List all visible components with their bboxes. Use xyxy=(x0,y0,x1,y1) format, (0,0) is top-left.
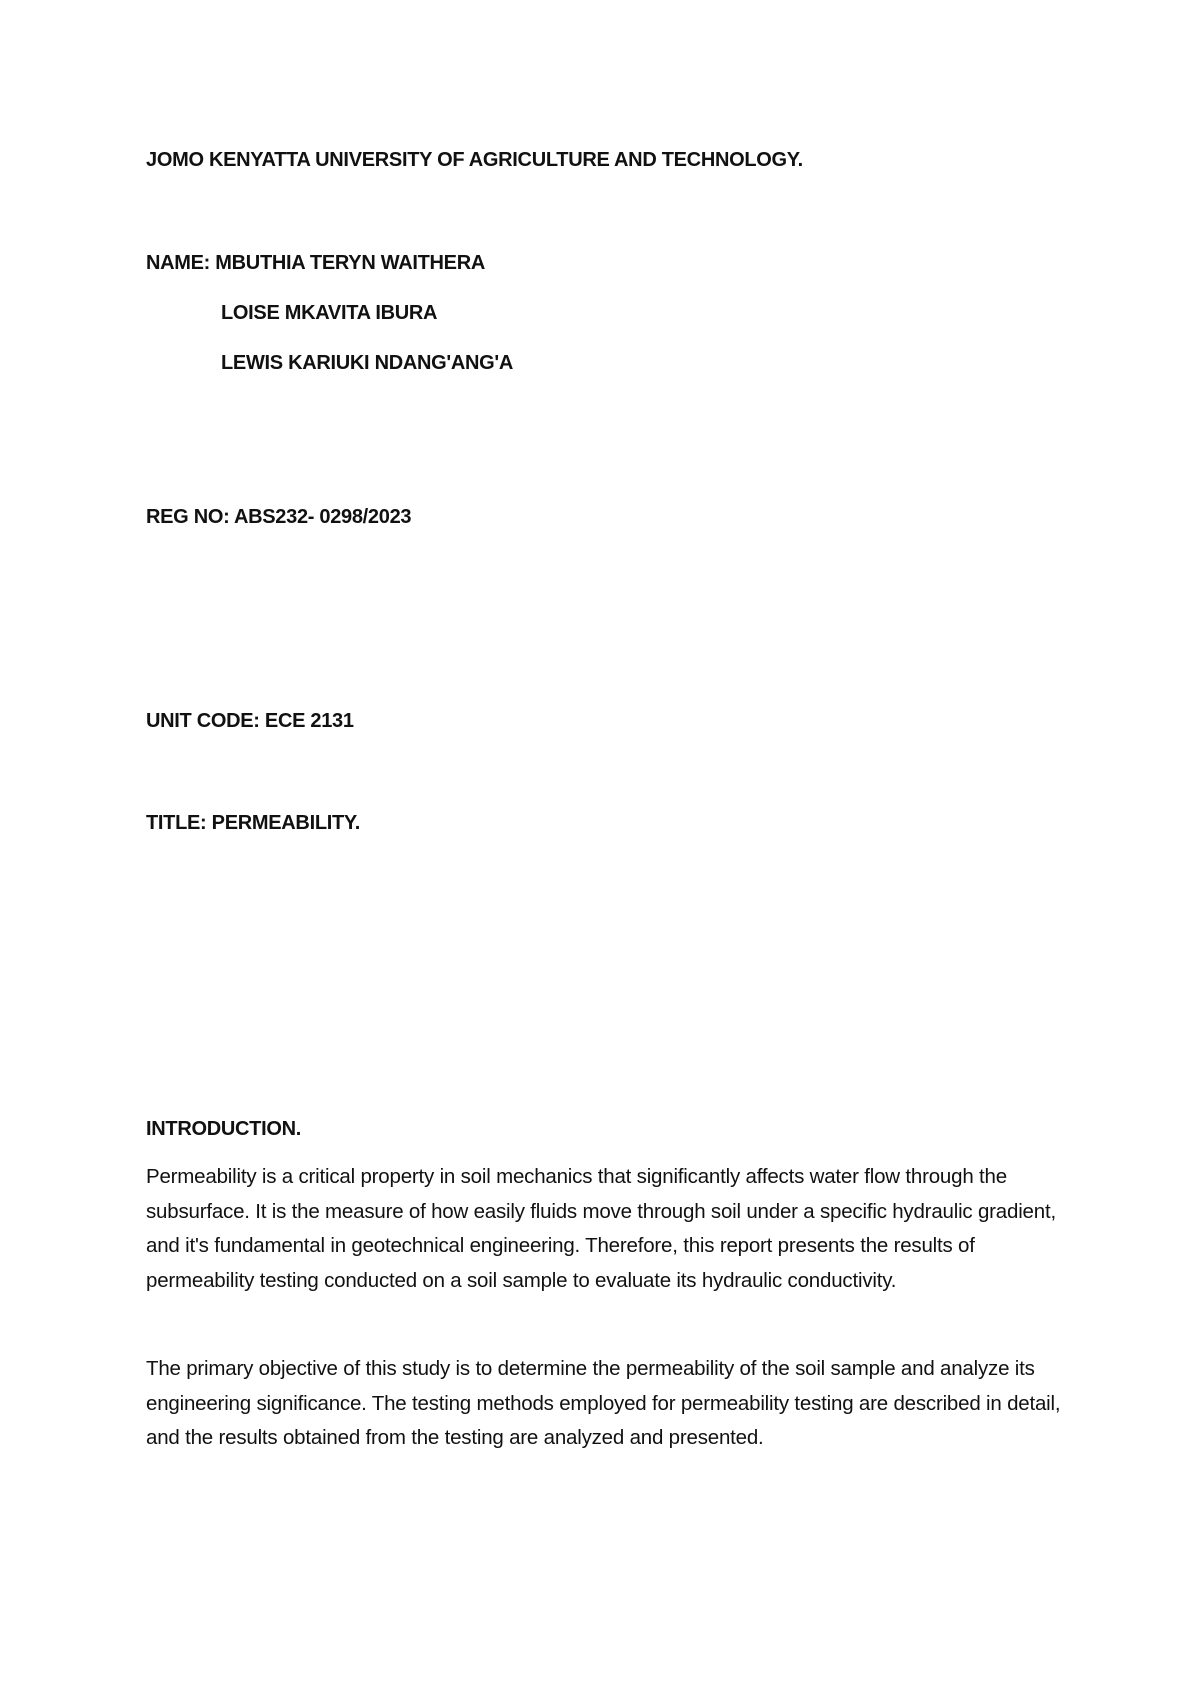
unit-code: UNIT CODE: ECE 2131 xyxy=(146,710,354,732)
introduction-paragraph-1: Permeability is a critical property in soil mechanics that significantly affects water flow through the subsurface. It is the measure of how easily fluids move through soil under a specific hydraulic gradient, and it's fundamental in geotechnical engineering. Therefore, this report presents the results of permeability testing conducted on a soil sample to evaluate its hydraulic conductivity. xyxy=(146,1165,1056,1292)
introduction-paragraph-2: The primary objective of this study is to determine the permeability of the soil sample and analyze its engineering significance. The testing methods employed for permeability testing are described in detail, and the results obtained from the testing are analyzed and presented. xyxy=(146,1357,1061,1449)
student-name-1: NAME: MBUTHIA TERYN WAITHERA xyxy=(146,252,485,274)
registration-number: REG NO: ABS232- 0298/2023 xyxy=(146,506,412,528)
introduction-heading: INTRODUCTION. xyxy=(146,1118,301,1140)
student-name-3: LEWIS KARIUKI NDANG'ANG'A xyxy=(221,352,514,374)
university-heading: JOMO KENYATTA UNIVERSITY OF AGRICULTURE AND TECHNOLOGY. xyxy=(146,149,803,171)
report-title: TITLE: PERMEABILITY. xyxy=(146,812,361,834)
student-name-2: LOISE MKAVITA IBURA xyxy=(221,302,438,324)
